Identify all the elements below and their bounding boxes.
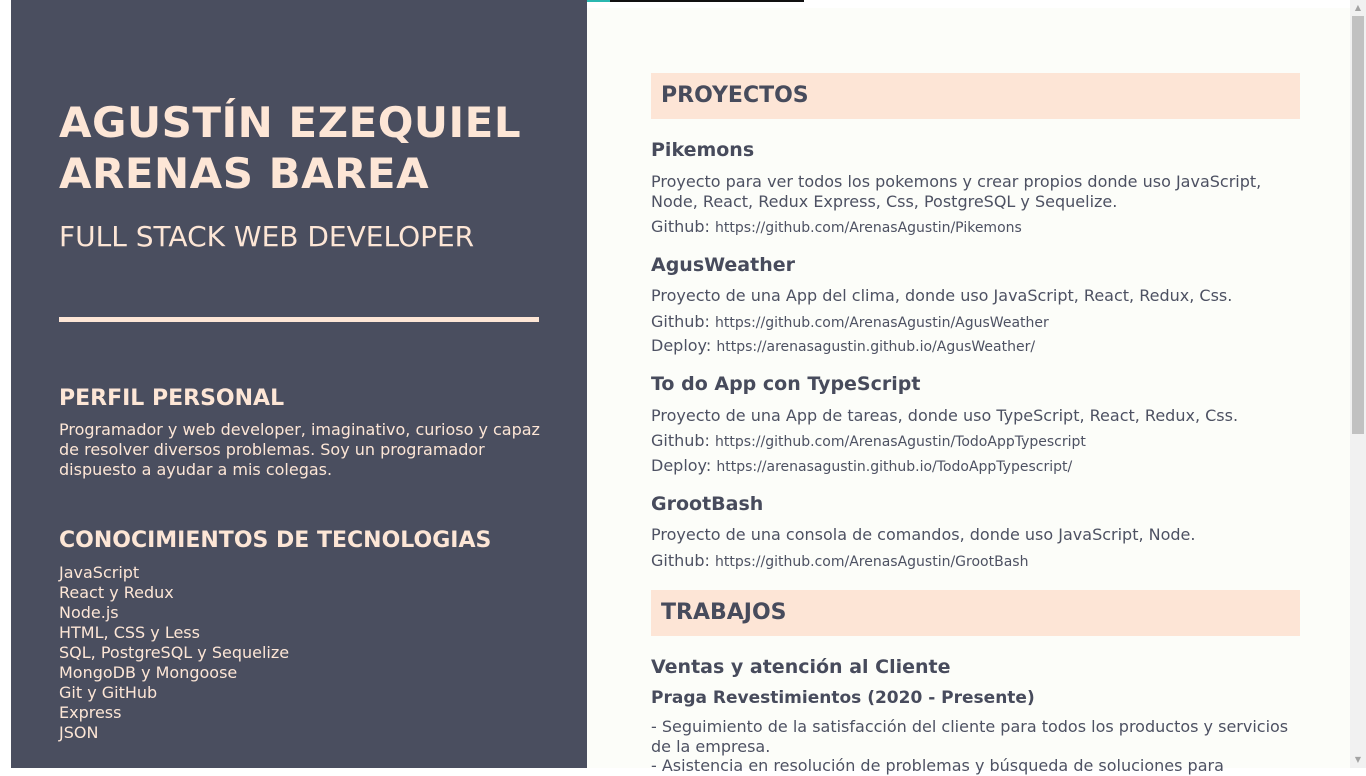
project-description: Proyecto para ver todos los pokemons y crear propios donde uso JavaScript, Node, React, Redux Express, Css, PostgreSQL y Sequelize. [651,172,1262,211]
deploy-link[interactable]: https://arenasagustin.github.io/AgusWeather/ [716,339,1036,355]
deploy-label: Deploy: [651,456,712,475]
github-label: Github: [651,551,710,570]
skill-item: HTML, CSS y Less [59,623,200,642]
github-link[interactable]: https://github.com/ArenasAgustin/Pikemons [715,220,1022,236]
jobs-heading: TRABAJOS [661,600,787,625]
github-label: Github: [651,431,710,450]
scrollbar-thumb[interactable] [1352,16,1364,434]
jobs-section-header [651,590,1300,636]
skills-list [59,563,289,743]
project-deploy-row [651,456,1072,477]
github-label: Github: [651,217,710,236]
project-github-row [651,431,1086,452]
projects-heading: PROYECTOS [661,83,809,108]
github-link[interactable]: https://github.com/ArenasAgustin/TodoAppTypescript [715,434,1086,450]
project-github-row [651,312,1049,333]
project-title: GrootBash [651,493,764,515]
project-deploy-row [651,336,1035,357]
main-content [587,8,1350,775]
skill-item: Node.js [59,603,119,622]
skill-item: JSON [59,723,99,742]
skill-item: SQL, PostgreSQL y Sequelize [59,643,290,662]
person-name: AGUSTÍN EZEQUIEL ARENAS BAREA [59,98,522,198]
triangle-up-icon[interactable]: ▲ [1354,3,1362,12]
project-description: Proyecto de una App del clima, donde uso JavaScript, React, Redux, Css. [651,286,1233,305]
vertical-scrollbar[interactable] [1350,0,1366,768]
github-label: Github: [651,312,710,331]
project-title: To do App con TypeScript [651,373,921,395]
projects-section-header [651,73,1300,119]
skill-item: Express [59,703,122,722]
skill-item: JavaScript [59,563,140,582]
project-description: Proyecto de una App de tareas, donde uso TypeScript, React, Redux, Css. [651,406,1239,425]
project-title: Pikemons [651,139,755,161]
project-github-row [651,551,1028,572]
job-company: Praga Revestimientos (2020 - Presente) [651,688,1035,708]
job-bullet: - Asistencia en resolución de problemas y búsqueda de soluciones para [651,756,1224,775]
github-link[interactable]: https://github.com/ArenasAgustin/GrootBash [715,554,1029,570]
project-github-row [651,217,1022,238]
github-link[interactable]: https://github.com/ArenasAgustin/AgusWeather [715,315,1049,331]
top-progress-bar [563,0,804,2]
job-title: Ventas y atención al Cliente [651,656,951,678]
deploy-label: Deploy: [651,336,712,355]
project-title: AgusWeather [651,254,795,276]
skills-heading: CONOCIMIENTOS DE TECNOLOGIAS [59,528,492,553]
deploy-link[interactable]: https://arenasagustin.github.io/TodoAppTypescript/ [716,459,1073,475]
project-description: Proyecto de una consola de comandos, donde uso JavaScript, Node. [651,525,1196,544]
skill-item: MongoDB y Mongoose [59,663,238,682]
triangle-down-icon[interactable]: ▼ [1354,755,1362,764]
skill-item: Git y GitHub [59,683,158,702]
sidebar-divider [59,317,539,322]
profile-heading: PERFIL PERSONAL [59,386,285,411]
job-role: FULL STACK WEB DEVELOPER [59,220,475,253]
sidebar [11,0,587,768]
job-bullet: - Seguimiento de la satisfacción del cliente para todos los productos y servicios de la empresa. [651,717,1289,756]
profile-text: Programador y web developer, imaginativo, curioso y capaz de resolver diversos problemas. Soy un programador dispuesto a ayudar a mis colegas. [59,420,540,479]
skill-item: React y Redux [59,583,174,602]
